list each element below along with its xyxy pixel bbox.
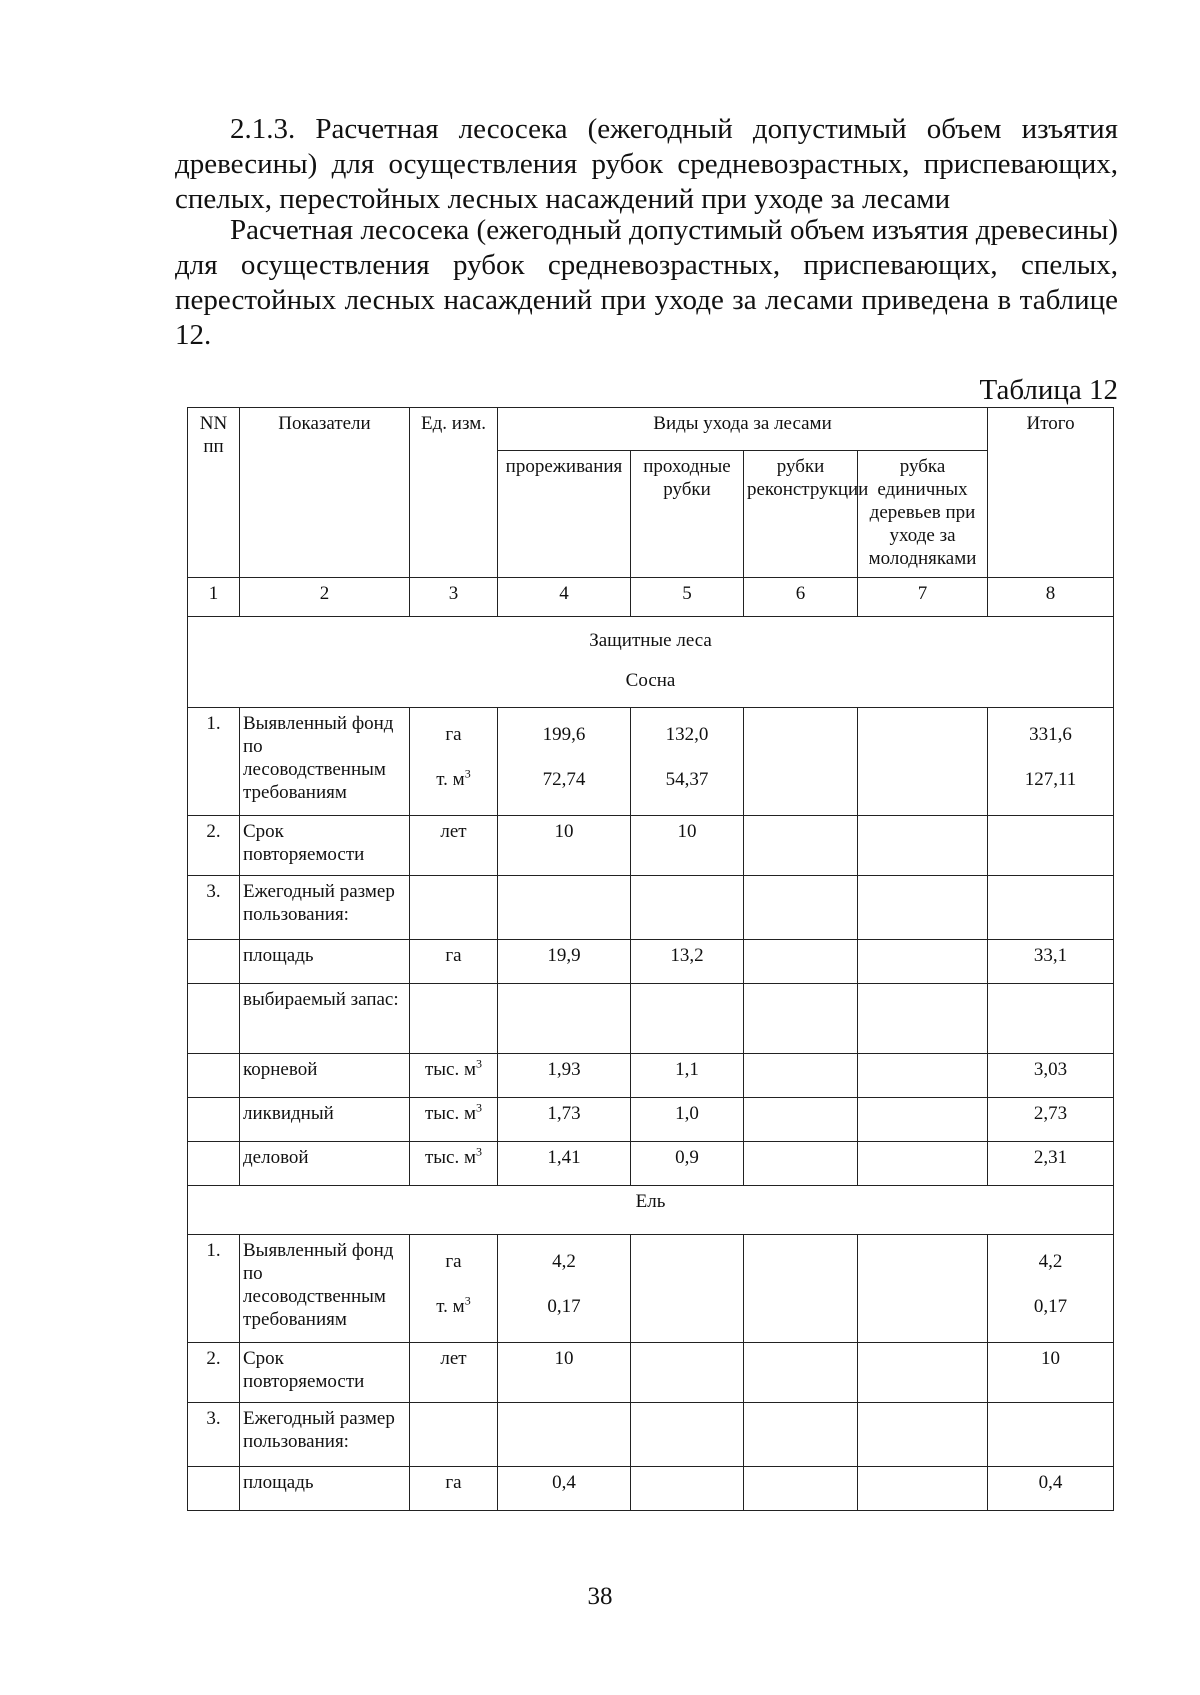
section-row [188, 617, 1114, 708]
row-total: 0,4 [988, 1467, 1114, 1511]
row-value: 1,93 [498, 1054, 631, 1098]
row-value: 13,2 [631, 940, 744, 984]
table-row [188, 1403, 1114, 1467]
cell-value: 127,11 [1024, 769, 1077, 790]
unit-text: тыс. м [424, 1103, 477, 1124]
row-value [631, 1403, 744, 1467]
row-value [631, 984, 744, 1054]
row-number [188, 1054, 240, 1098]
row-value: 10 [631, 816, 744, 876]
row-value [631, 1343, 744, 1403]
row-label: корневой [240, 1054, 410, 1098]
table-row [188, 708, 1114, 816]
row-label: Выявленный фонд по лесоводственным требованиям [240, 708, 410, 816]
table-row [188, 1098, 1114, 1142]
row-value [631, 1235, 744, 1343]
cell-value: 4,2 [552, 1251, 576, 1272]
row-number [188, 984, 240, 1054]
col-single-trees: рубка единичных деревьев при уходе за молодняками [858, 451, 988, 578]
row-number: 1. [188, 1235, 240, 1343]
cell-value: 199,6 [542, 724, 586, 745]
row-unit [410, 1142, 498, 1186]
row-total [988, 816, 1114, 876]
row-value [498, 984, 631, 1054]
row-value [858, 1343, 988, 1403]
cell-value: 72,74 [542, 769, 586, 790]
row-value [858, 1098, 988, 1142]
row-value [858, 1054, 988, 1098]
table-row [188, 1142, 1114, 1186]
unit-text: га [445, 724, 462, 745]
row-label: деловой [240, 1142, 410, 1186]
row-unit: га [410, 940, 498, 984]
unit-text: тыс. м [424, 1059, 477, 1080]
row-number: 3. [188, 1403, 240, 1467]
row-value: 1,1 [631, 1054, 744, 1098]
col-group: Виды ухода за лесами [498, 408, 988, 451]
row-total [988, 1403, 1114, 1467]
row-value [498, 1235, 631, 1343]
table-row [188, 1467, 1114, 1511]
row-total: 33,1 [988, 940, 1114, 984]
row-value [858, 1235, 988, 1343]
cell-value: 0,17 [547, 1296, 581, 1317]
col-number: 7 [858, 578, 988, 617]
unit-superscript: 3 [476, 1100, 483, 1115]
unit-superscript: 3 [476, 1144, 483, 1159]
row-value [744, 984, 858, 1054]
section-protective: Защитные леса [589, 630, 712, 651]
row-value [744, 1098, 858, 1142]
table-row [188, 984, 1114, 1054]
row-unit [410, 1235, 498, 1343]
row-value [744, 1403, 858, 1467]
row-value [631, 1467, 744, 1511]
row-value [858, 876, 988, 940]
cell-value: 132,0 [665, 724, 709, 745]
intro-paragraph: Расчетная лесосека (ежегодный допустимый объем изъятия древесины) для осуществления рубок средневозрастных, приспевающих, спелых, перестойных лесных насаждений при уходе за лесами приведена в таблице 12. [175, 214, 1118, 351]
row-total [988, 876, 1114, 940]
row-value: 10 [498, 1343, 631, 1403]
table-row [188, 1235, 1114, 1343]
row-value: 1,41 [498, 1142, 631, 1186]
cell-value: 4,2 [1038, 1251, 1063, 1272]
table-row [188, 876, 1114, 940]
cell-value: 331,6 [1029, 724, 1072, 745]
row-number [188, 940, 240, 984]
unit-text: га [445, 1251, 462, 1272]
section-row [188, 1186, 1114, 1235]
row-unit [410, 1098, 498, 1142]
col-number: 6 [744, 578, 858, 617]
row-number [188, 1142, 240, 1186]
section-spruce: Ель [188, 1186, 1114, 1235]
cell-value: 0,17 [1033, 1296, 1068, 1317]
col-number: 2 [240, 578, 410, 617]
row-unit [410, 708, 498, 816]
col-number: 5 [631, 578, 744, 617]
header-row [188, 408, 1114, 451]
row-number: 3. [188, 876, 240, 940]
col-unit: Ед. изм. [410, 408, 498, 578]
row-value [498, 876, 631, 940]
row-total: 2,31 [988, 1142, 1114, 1186]
row-total [988, 1235, 1114, 1343]
col-total: Итого [988, 408, 1114, 578]
row-label: Ежегодный размер пользования: [240, 1403, 410, 1467]
col-number: 4 [498, 578, 631, 617]
row-value: 10 [498, 816, 631, 876]
row-value [744, 940, 858, 984]
table-caption: Таблица 12 [979, 374, 1118, 406]
row-label: Срок повторяемости [240, 816, 410, 876]
col-indicator: Показатели [240, 408, 410, 578]
row-value [858, 1467, 988, 1511]
row-label: Выявленный фонд по лесоводственным требованиям [240, 1235, 410, 1343]
row-value: 1,73 [498, 1098, 631, 1142]
col-passage-cutting: проходные рубки [631, 451, 744, 578]
row-number [188, 1098, 240, 1142]
row-label: площадь [240, 1467, 410, 1511]
row-total: 10 [988, 1343, 1114, 1403]
row-value [744, 876, 858, 940]
row-value [858, 816, 988, 876]
section-heading: 2.1.3. Расчетная лесосека (ежегодный допустимый объем изъятия древесины) для осуществления рубок средневозрастных, приспевающих, спелых, перестойных лесных насаждений при уходе за лесами [175, 113, 1118, 215]
row-label: ликвидный [240, 1098, 410, 1142]
table-row [188, 816, 1114, 876]
row-value: 1,0 [631, 1098, 744, 1142]
row-value [631, 876, 744, 940]
row-value [858, 708, 988, 816]
unit-superscript: 3 [464, 766, 471, 781]
row-label: Срок повторяемости [240, 1343, 410, 1403]
row-value [858, 1403, 988, 1467]
row-unit [410, 984, 498, 1054]
unit-superscript: 3 [464, 1293, 471, 1308]
col-number: 3 [410, 578, 498, 617]
cell-value: 54,37 [665, 769, 709, 790]
row-total: 3,03 [988, 1054, 1114, 1098]
row-value [744, 1343, 858, 1403]
row-unit: га [410, 1467, 498, 1511]
row-value [858, 984, 988, 1054]
row-unit [410, 1403, 498, 1467]
row-total [988, 708, 1114, 816]
row-unit: лет [410, 816, 498, 876]
row-value [744, 708, 858, 816]
unit-text [413, 757, 494, 802]
row-unit [410, 876, 498, 940]
col-nn: NN пп [188, 408, 240, 578]
section-pine: Сосна [625, 670, 676, 691]
unit-text: тыс. м [424, 1147, 477, 1168]
row-value [744, 1142, 858, 1186]
row-value: 0,4 [498, 1467, 631, 1511]
col-number: 1 [188, 578, 240, 617]
row-value [498, 1403, 631, 1467]
row-label: выбираемый запас: [240, 984, 410, 1054]
row-value: 19,9 [498, 940, 631, 984]
row-value [744, 1054, 858, 1098]
unit-superscript: 3 [476, 1056, 483, 1071]
unit-text [413, 1284, 494, 1329]
table-row [188, 1343, 1114, 1403]
row-value [858, 1142, 988, 1186]
row-number: 2. [188, 1343, 240, 1403]
row-number [188, 1467, 240, 1511]
row-value: 0,9 [631, 1142, 744, 1186]
row-value [631, 708, 744, 816]
row-label: площадь [240, 940, 410, 984]
row-value [744, 816, 858, 876]
col-number: 8 [988, 578, 1114, 617]
row-value [498, 708, 631, 816]
page-number: 38 [587, 1583, 613, 1610]
row-total: 2,73 [988, 1098, 1114, 1142]
row-number: 1. [188, 708, 240, 816]
row-unit: лет [410, 1343, 498, 1403]
unit-text: т. м [436, 769, 465, 790]
column-numbers-row [188, 578, 1114, 617]
col-thinning: прореживания [498, 451, 631, 578]
col-reconstruction: рубки реконструкции [744, 451, 858, 578]
row-value [744, 1235, 858, 1343]
row-value [858, 940, 988, 984]
unit-text: т. м [436, 1296, 465, 1317]
table-12 [187, 407, 1114, 1511]
row-value [744, 1467, 858, 1511]
row-unit [410, 1054, 498, 1098]
table-row [188, 1054, 1114, 1098]
table-row [188, 940, 1114, 984]
row-total [988, 984, 1114, 1054]
row-label: Ежегодный размер пользования: [240, 876, 410, 940]
row-number: 2. [188, 816, 240, 876]
